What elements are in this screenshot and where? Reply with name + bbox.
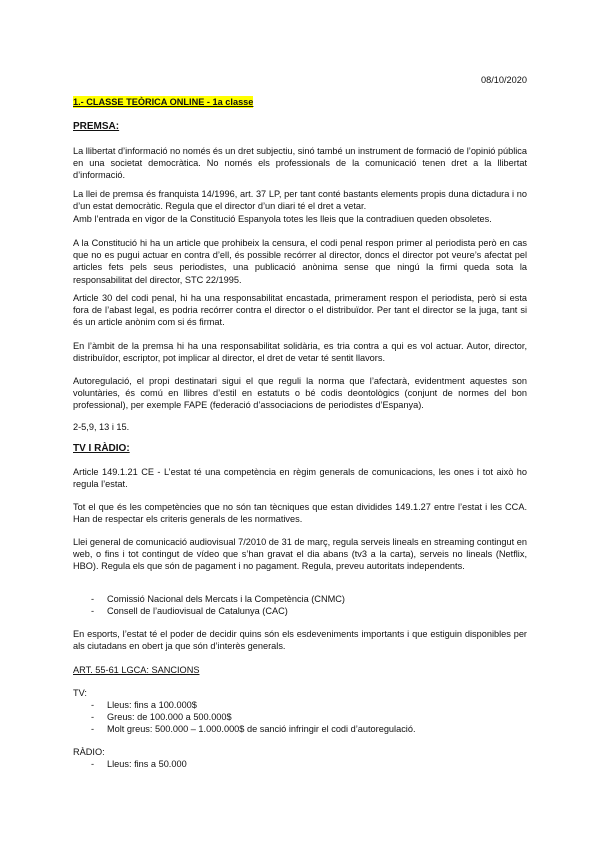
list-item: - Lleus: fins a 50.000 <box>73 758 527 770</box>
list-item: - Greus: de 100.000 a 500.000$ <box>73 711 527 723</box>
section-heading-sancions: ART. 55-61 LGCA: SANCIONS <box>73 665 200 675</box>
tv-label: TV: <box>73 688 87 698</box>
paragraph: En l’àmbit de la premsa hi ha una responsabilitat solidària, es tria contra a qui es vol actuar. Autor, director, distribuïdor, escriptor, pot implicar al director, el dret de vetar té sentit llavors. <box>73 341 527 364</box>
paragraph: A la Constitució hi ha un article que prohibeix la censura, el codi penal respon primer al periodista però en cas que no es pugui actuar en contra d’ell, és possible recórrer al director, doncs el director pot veure’s afectat pel articles fets pels seus periodistes, una publicació anònima sense que ningú la firmi queda sota la responsabilitat del director, STC 22/1995. <box>73 238 527 285</box>
paragraph: Article 149.1.21 CE - L’estat té una competència en règim generals de comunicacions, les ones i tot això ho regula l’estat. <box>73 467 527 490</box>
paragraph: Article 30 del codi penal, hi ha una responsabilitat encastada, primerament respon el periodista, però si esta fora de l’abast legal, es podria recórrer contra el director o el distribuïdor. Per tant el director se la juga, tant si és un article anònim com si és firmat. <box>73 293 527 328</box>
paragraph: Tot el que és les competències que no són tan tècniques que estan dividides 149.1.27 entre l’estat i les CCA. Han de respectar els criteris generals de les normatives. <box>73 502 527 525</box>
paragraph: Autoregulació, el propi destinatari sigui el que reguli la norma que l’afectarà, evidentment aquestes son voluntàries, és comú en llibres d’estil en estatuts o bé codis deontològics (conjunt de normes del bon professional), per exemple FAPE (federació d’associacions de periodistes d’Espanya). <box>73 376 527 411</box>
radio-sanctions-list <box>73 758 527 770</box>
document-title: 1.- CLASSE TEÒRICA ONLINE - 1a classe <box>73 97 254 107</box>
list-item: - Consell de l’audiovisual de Catalunya (CAC) <box>73 605 527 617</box>
section-heading-tv-radio: TV I RÀDIO: <box>73 443 130 454</box>
paragraph: Amb l’entrada en vigor de la Constitució Espanyola totes les lleis que la contradiuen queden obsoletes. <box>73 214 492 224</box>
document-date: 08/10/2020 <box>481 75 527 85</box>
paragraph: La llibertat d’informació no només és un dret subjectiu, sinó també un instrument de formació de l’opinió pública en una societat democràtica. No només els professionals de la comunicació tenen dret a la llibertat d’informació. <box>73 146 528 181</box>
radio-label: RÀDIO: <box>73 747 105 757</box>
authorities-list <box>73 593 527 617</box>
list-item: - Molt greus: 500.000 – 1.000.000$ de sanció infringir el codi d’autoregulació. <box>73 723 527 735</box>
paragraph: La llei de premsa és franquista 14/1996, art. 37 LP, per tant conté bastants elements propis duna dictadura i no d’un estat democràtic. Regula que el director d’un diari té el dret a vetar. <box>73 189 527 212</box>
paragraph: 2-5,9, 13 i 15. <box>73 422 130 432</box>
list-item: - Lleus: fins a 100.000$ <box>73 699 527 711</box>
paragraph: En esports, l’estat té el poder de decidir quins són els esdeveniments importants i que estiguin disponibles per als ciutadans en obert ja que són d’interès generals. <box>73 629 527 652</box>
list-item: - Comissió Nacional dels Mercats i la Competència (CNMC) <box>73 593 527 605</box>
tv-sanctions-list <box>73 699 527 736</box>
section-heading-premsa: PREMSA: <box>73 121 120 132</box>
paragraph: Llei general de comunicació audiovisual 7/2010 de 31 de març, regula serveis lineals en streaming contingut en web, o fins i tot contingut de vídeo que s’han gravat el dia abans (tv3 a la carta), serveis no lineals (Netflix, HBO). Regula els que són de pagament i no pagament. Regula, preveu autoritats independents. <box>73 537 527 572</box>
